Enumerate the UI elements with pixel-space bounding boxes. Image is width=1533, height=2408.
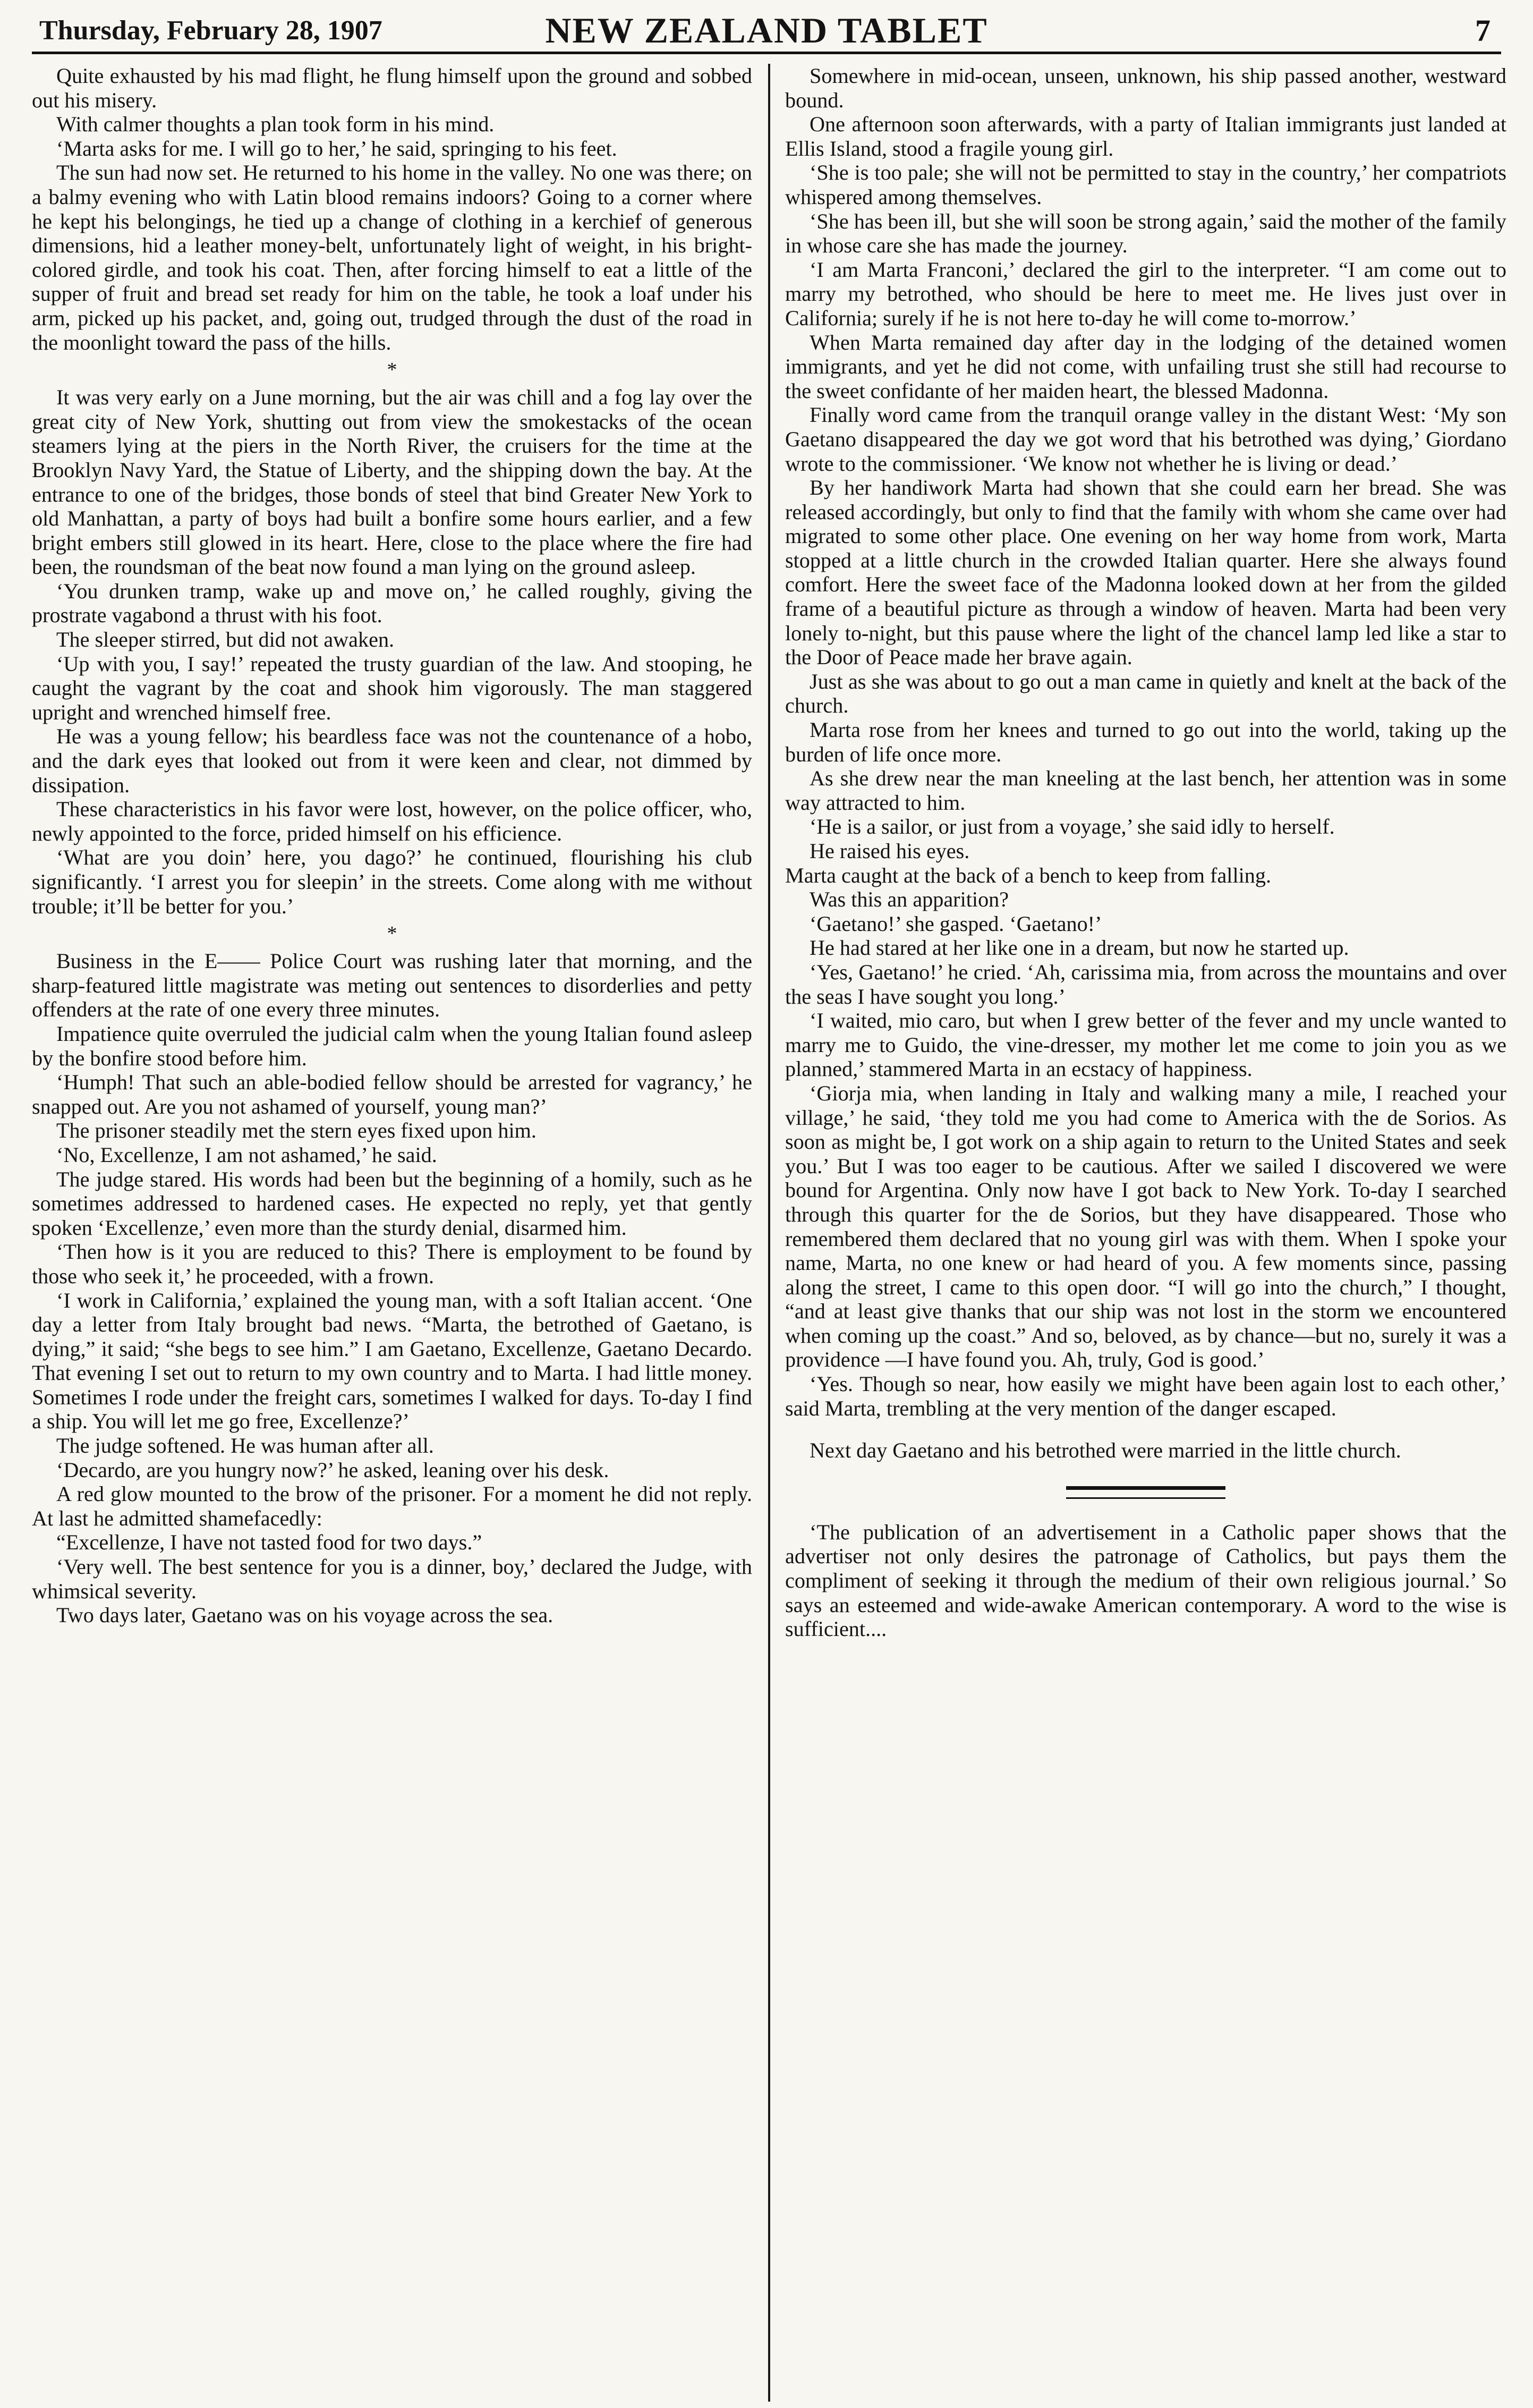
paragraph: Quite exhausted by his mad flight, he flung himself upon the ground and sobbed out his misery. (32, 64, 752, 112)
paragraph: ‘I am Marta Franconi,’ declared the girl to the interpreter. “I am come out to marry my betrothed, who should be here to meet me. He lives just over in California; surely if he is not here to-day he will come to-morrow.’ (785, 257, 1506, 330)
paragraph: “Excellenze, I have not tasted food for two days.” (56, 1530, 482, 1555)
section-break: * (387, 359, 397, 381)
paragraph: Finally word came from the tranquil orange valley in the distant West: ‘My son Gaetano disappeared the day we got word that his betrothed was dying,’ Giordano wrote to the commissioner. ‘We know not whether he is living or dead.’ (785, 403, 1506, 476)
paragraph: The judge softened. He was human after all. (56, 1434, 434, 1458)
section-divider (1066, 1486, 1225, 1499)
page-number: 7 (1475, 13, 1491, 48)
paragraph: Just as she was about to go out a man came in quietly and knelt at the back of the church. (785, 669, 1506, 718)
paragraph: ‘Gaetano!’ she gasped. ‘Gaetano!’ (810, 911, 1102, 936)
paragraph: ‘Very well. The best sentence for you is a dinner, boy,’ declared the Judge, with whimsical severity. (32, 1555, 752, 1603)
paragraph: The prisoner steadily met the stern eyes fixed upon him. (56, 1118, 536, 1143)
paragraph: ‘He is a sailor, or just from a voyage,’ she said idly to herself. (810, 815, 1335, 839)
paragraph: Two days later, Gaetano was on his voyage across the sea. (56, 1603, 553, 1627)
paragraph: ‘Humph! That such an able-bodied fellow should be arrested for vagrancy,’ he snapped out. Are you not ashamed of yourself, young man?’ (32, 1070, 752, 1118)
advertising-notice: ‘The publication of an advertisement in a Catholic paper shows that the advertiser not only desires the patronage of Catholics, but pays them the compliment of seeking it through the medium of their own religious journal.’ So says an esteemed and wide-awake American contemporary. A word to the wise is sufficient.... (785, 1520, 1506, 1641)
header-date: Thursday, February 28, 1907 (39, 15, 382, 46)
paragraph: Marta caught at the back of a bench to keep from falling. (785, 863, 1272, 887)
paragraph: When Marta remained day after day in the lodging of the detained women immigrants, and yet he did not come, with unfailing trust she still had recourse to the sweet confidante of her maiden heart, the blessed Madonna. (785, 330, 1506, 403)
paragraph: He had stared at her like one in a dream, but now he started up. (810, 936, 1349, 960)
paragraph: ‘Giorja mia, when landing in Italy and walking many a mile, I reached your village,’ he said, ‘they told me you had come to America with the de Sorios. As soon as might be, I got work on a ship again to return to the United States and seek you.’ But I was too eager to be cautious. After we sailed I discovered we were bound for Argentina. Only now have I got back to New York. To-day I searched through this quarter for the de Sorios, but they have disappeared. Those who remembered them declared that no young girl was with them. When I spoke your name, Marta, no one knew or had heard of you. A few moments since, passing along the street, I came to this open door. “I will go into the church,” I thought, “and at least give thanks that our ship was not lost in the storm we encountered when coming up the coast.” And so, beloved, as by chance—but no, surely it was a providence —I have found you. Ah, truly, God is good.’ (785, 1081, 1506, 1372)
story-ending: Next day Gaetano and his betrothed were married in the little church. (810, 1438, 1401, 1463)
column-rule (768, 64, 770, 2402)
paragraph: He raised his eyes. (810, 839, 970, 863)
paragraph: Marta rose from her knees and turned to go out into the world, taking up the burden of life once more. (785, 718, 1506, 766)
paragraph: ‘Yes. Though so near, how easily we might have been again lost to each other,’ said Marta, trembling at the very mention of the danger escaped. (785, 1372, 1506, 1420)
paragraph: One afternoon soon afterwards, with a party of Italian immigrants just landed at Ellis Island, stood a fragile young girl. (785, 112, 1506, 160)
paragraph: By her handiwork Marta had shown that she could earn her bread. She was released accordingly, but only to find that the family with whom she came over had migrated to some other place. One evening on her way home from work, Marta stopped at a little church in the crowded Italian quarter. Here she always found comfort. Here the sweet face of the Madonna looked down at her from the gilded frame of a beautiful picture as through a window of heaven. Marta had been very lonely to-night, but this pause where the light of the chancel lamp led like a star to the Door of Peace made her brave again. (785, 476, 1506, 669)
paragraph: ‘Decardo, are you hungry now?’ he asked, leaning over his desk. (56, 1457, 609, 1482)
paragraph: ‘Up with you, I say!’ repeated the trusty guardian of the law. And stooping, he caught the vagrant by the coat and shook him vigorously. The man staggered upright and wrenched himself free. (32, 651, 752, 724)
paragraph: ‘She is too pale; she will not be permitted to stay in the country,’ her compatriots whispered among themselves. (785, 160, 1506, 209)
paragraph: The sleeper stirred, but did not awaken. (56, 628, 395, 652)
paragraph: ‘No, Excellenze, I am not ashamed,’ he said. (56, 1142, 437, 1167)
paragraph: He was a young fellow; his beardless face was not the countenance of a hobo, and the dark eyes that looked out from it were keen and clear, not dimmed by dissipation. (32, 724, 752, 797)
paragraph: A red glow mounted to the brow of the prisoner. For a moment he did not reply. At last he admitted shamefacedly: (32, 1482, 752, 1530)
paragraph: Was this an apparition? (810, 887, 1009, 912)
paragraph: ‘Marta asks for me. I will go to her,’ he said, springing to his feet. (56, 136, 617, 160)
paragraph: ‘You drunken tramp, wake up and move on,’ he called roughly, giving the prostrate vagabond a thrust with his foot. (32, 579, 752, 628)
paragraph: ‘Yes, Gaetano!’ he cried. ‘Ah, carissima mia, from across the mountains and over the seas I have sought you long.’ (785, 960, 1506, 1008)
paragraph: ‘I work in California,’ explained the young man, with a soft Italian accent. ‘One day a letter from Italy brought bad news. “Marta, the betrothed of Gaetano, is dying,” it said; “she begs to see him.” I am Gaetano, Excellenze, Gaetano Decardo. That evening I set out to return to my own country and to Marta. I had little money. Sometimes I rode under the freight cars, sometimes I walked for days. To-day I find a ship. You will let me go free, Excellenze?’ (32, 1288, 752, 1434)
paragraph: Impatience quite overruled the judicial calm when the young Italian found asleep by the bonfire stood before him. (32, 1021, 752, 1070)
section-break: * (387, 922, 397, 945)
right-column (785, 64, 1506, 1641)
paragraph: The sun had now set. He returned to his home in the valley. No one was there; on a balmy evening who with Latin blood remains indoors? Going to a corner where he kept his belongings, he tied up a change of clothing in a kerchief of generous dimensions, hid a leather money-belt, unfortunately light of weight, in his bright-colored girdle, and took his coat. Then, after forcing himself to eat a little of the supper of fruit and bread set ready for him on the table, he took a loaf under his arm, picked up his packet, and, going out, trudged through the dust of the road in the moonlight toward the pass of the hills. (32, 160, 752, 354)
paragraph: ‘What are you doin’ here, you dago?’ he continued, flourishing his club significantly. ‘I arrest you for sleepin’ in the streets. Come along with me without trouble; it’ll be better for you.’ (32, 845, 752, 918)
paragraph: As she drew near the man kneeling at the last bench, her attention was in some way attracted to him. (785, 766, 1506, 815)
publication-title: NEW ZEALAND TABLET (545, 10, 988, 50)
paragraph: ‘She has been ill, but she will soon be strong again,’ said the mother of the family in whose care she has made the journey. (785, 209, 1506, 258)
paragraph: Business in the E—— Police Court was rushing later that morning, and the sharp-featured little magistrate was meting out sentences to disorderlies and petty offenders at the rate of one every three minutes. (32, 949, 752, 1022)
paragraph: These characteristics in his favor were lost, however, on the police officer, who, newly appointed to the force, prided himself on his efficience. (32, 797, 752, 845)
paragraph: Somewhere in mid-ocean, unseen, unknown, his ship passed another, westward bound. (785, 64, 1506, 112)
paragraph: It was very early on a June morning, but the air was chill and a fog lay over the great city of New York, shutting out from view the smokestacks of the ocean steamers lying at the piers in the North River, the cruisers for the time at the Brooklyn Navy Yard, the Statue of Liberty, and the shipping down the bay. At the entrance to one of the bridges, those bonds of steel that bind Greater New York to old Manhattan, a party of boys had built a bonfire some hours earlier, and a few bright embers still glowed in its heart. Here, close to the place where the fire had been, the roundsman of the beat now found a man lying on the ground asleep. (32, 385, 752, 579)
left-column (32, 64, 752, 1627)
paragraph: ‘Then how is it you are reduced to this? There is employment to be found by those who seek it,’ he proceeded, with a frown. (32, 1240, 752, 1288)
paragraph: ‘I waited, mio caro, but when I grew better of the fever and my uncle wanted to marry me to Guido, the vine-dresser, my mother let me come to join you as we planned,’ stammered Marta in an ecstacy of happiness. (785, 1008, 1506, 1081)
paragraph: The judge stared. His words had been but the beginning of a homily, such as he sometimes addressed to hardened cases. He expected no reply, yet that gently spoken ‘Excellenze,’ even more than the sturdy denial, disarmed him. (32, 1167, 752, 1240)
paragraph: With calmer thoughts a plan took form in his mind. (56, 112, 495, 137)
page-header (32, 7, 1501, 54)
